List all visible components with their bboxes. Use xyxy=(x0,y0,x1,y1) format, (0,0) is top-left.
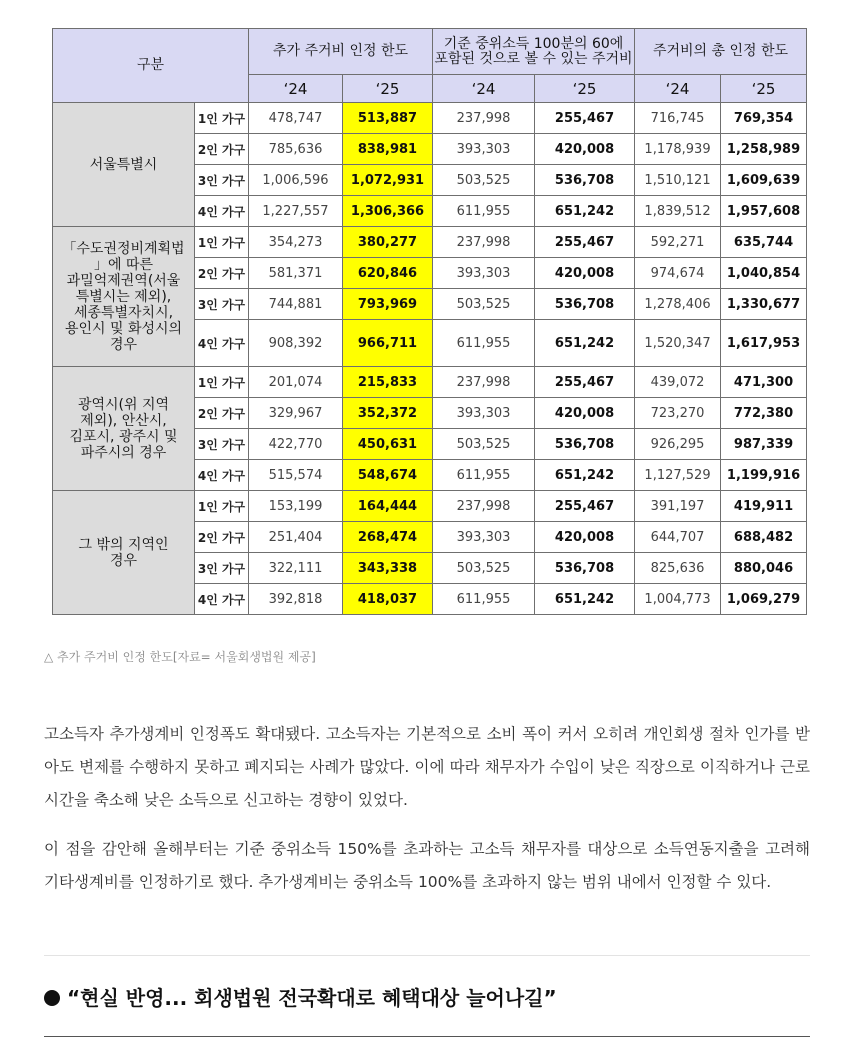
value-cell-included-2025: 651,242 xyxy=(535,584,635,615)
value-cell-total-2025: 1,040,854 xyxy=(721,258,807,289)
value-cell-total-2025: 1,609,639 xyxy=(721,165,807,196)
value-cell-included-2025: 651,242 xyxy=(535,460,635,491)
household-size-cell: 2인 가구 xyxy=(195,258,249,289)
value-cell-total-2024: 1,127,529 xyxy=(635,460,721,491)
value-cell-total-2024: 1,278,406 xyxy=(635,289,721,320)
region-label-line: 세종특별자치시, xyxy=(73,304,174,321)
section-heading-text: “현실 반영... 회생법원 전국확대로 혜택대상 늘어나길” xyxy=(67,986,557,1010)
value-cell-included-2024: 503,525 xyxy=(433,429,535,460)
header-year-2024: ‘24 xyxy=(433,75,535,103)
household-size-cell: 1인 가구 xyxy=(195,367,249,398)
value-cell-total-2025: 688,482 xyxy=(721,522,807,553)
value-cell-limit-2025: 418,037 xyxy=(343,584,433,615)
value-cell-total-2025: 1,957,608 xyxy=(721,196,807,227)
value-cell-limit-2024: 581,371 xyxy=(249,258,343,289)
value-cell-total-2024: 439,072 xyxy=(635,367,721,398)
region-cell xyxy=(53,103,195,227)
value-cell-total-2024: 1,520,347 xyxy=(635,320,721,367)
header-additional-housing-limit: 추가 주거비 인정 한도 xyxy=(249,29,433,75)
header-year-2024: ‘24 xyxy=(249,75,343,103)
region-cell xyxy=(53,491,195,615)
value-cell-included-2025: 651,242 xyxy=(535,320,635,367)
value-cell-included-2024: 237,998 xyxy=(433,227,535,258)
value-cell-total-2024: 644,707 xyxy=(635,522,721,553)
household-size-cell: 1인 가구 xyxy=(195,103,249,134)
value-cell-total-2025: 1,199,916 xyxy=(721,460,807,491)
value-cell-total-2025: 880,046 xyxy=(721,553,807,584)
header-included-housing-cost-line2: 포함된 것으로 볼 수 있는 주거비 xyxy=(434,50,633,67)
value-cell-total-2024: 716,745 xyxy=(635,103,721,134)
housing-cost-table xyxy=(52,28,807,615)
region-label-line: 제외), 안산시, xyxy=(80,412,167,429)
article-paragraph: 이 점을 감안해 올해부터는 기준 중위소득 150%를 초과하는 고소득 채무자를 대상으로 소득연동지출을 고려해 기타생계비를 인정하기로 했다. 추가생계비는 중위소득 100%를 초과하지 않는 범위 내에서 인정할 수 있다. xyxy=(44,840,810,891)
household-size-cell: 2인 가구 xyxy=(195,398,249,429)
value-cell-included-2025: 536,708 xyxy=(535,165,635,196)
section-heading xyxy=(44,982,557,1011)
household-size-cell: 3인 가구 xyxy=(195,553,249,584)
region-label-line: 」에 따른 xyxy=(93,256,154,273)
value-cell-limit-2025: 513,887 xyxy=(343,103,433,134)
region-cell xyxy=(53,367,195,491)
value-cell-limit-2025: 450,631 xyxy=(343,429,433,460)
value-cell-limit-2025: 343,338 xyxy=(343,553,433,584)
value-cell-limit-2024: 201,074 xyxy=(249,367,343,398)
value-cell-total-2024: 1,004,773 xyxy=(635,584,721,615)
value-cell-limit-2024: 478,747 xyxy=(249,103,343,134)
value-cell-total-2024: 974,674 xyxy=(635,258,721,289)
section-underline xyxy=(44,1036,810,1037)
region-label-line: 경우 xyxy=(109,336,138,353)
value-cell-limit-2025: 352,372 xyxy=(343,398,433,429)
value-cell-included-2025: 651,242 xyxy=(535,196,635,227)
value-cell-limit-2025: 793,969 xyxy=(343,289,433,320)
value-cell-total-2025: 1,258,989 xyxy=(721,134,807,165)
value-cell-included-2025: 536,708 xyxy=(535,553,635,584)
region-label-line: 특별시는 제외), xyxy=(75,288,172,305)
value-cell-included-2025: 420,008 xyxy=(535,522,635,553)
household-size-cell: 3인 가구 xyxy=(195,165,249,196)
value-cell-included-2024: 393,303 xyxy=(433,398,535,429)
household-size-cell: 2인 가구 xyxy=(195,134,249,165)
value-cell-total-2025: 1,617,953 xyxy=(721,320,807,367)
region-cell xyxy=(53,227,195,367)
value-cell-limit-2024: 422,770 xyxy=(249,429,343,460)
value-cell-limit-2024: 354,273 xyxy=(249,227,343,258)
value-cell-total-2025: 769,354 xyxy=(721,103,807,134)
value-cell-included-2024: 237,998 xyxy=(433,367,535,398)
value-cell-limit-2025: 838,981 xyxy=(343,134,433,165)
household-size-cell: 2인 가구 xyxy=(195,522,249,553)
header-year-2024: ‘24 xyxy=(635,75,721,103)
table-row xyxy=(53,491,807,522)
region-label-line: 그 밖의 지역인 xyxy=(78,536,169,553)
value-cell-limit-2025: 215,833 xyxy=(343,367,433,398)
value-cell-limit-2025: 620,846 xyxy=(343,258,433,289)
header-year-2025: ‘25 xyxy=(721,75,807,103)
value-cell-included-2025: 255,467 xyxy=(535,491,635,522)
household-size-cell: 3인 가구 xyxy=(195,429,249,460)
value-cell-total-2025: 635,744 xyxy=(721,227,807,258)
value-cell-included-2025: 536,708 xyxy=(535,429,635,460)
value-cell-limit-2025: 966,711 xyxy=(343,320,433,367)
household-size-cell: 4인 가구 xyxy=(195,196,249,227)
value-cell-included-2024: 611,955 xyxy=(433,460,535,491)
header-included-housing-cost-line1: 기준 중위소득 100분의 60에 xyxy=(443,35,624,52)
value-cell-limit-2024: 153,199 xyxy=(249,491,343,522)
header-year-2025: ‘25 xyxy=(535,75,635,103)
value-cell-total-2025: 987,339 xyxy=(721,429,807,460)
value-cell-included-2024: 503,525 xyxy=(433,289,535,320)
region-label-line: 과밀억제권역(서울 xyxy=(66,272,181,289)
header-category: 구분 xyxy=(53,29,249,103)
value-cell-limit-2025: 380,277 xyxy=(343,227,433,258)
region-label-line: 김포시, 광주시 및 xyxy=(69,428,178,445)
region-label-line: 용인시 및 화성시의 xyxy=(64,320,183,337)
table-row xyxy=(53,367,807,398)
bullet-icon xyxy=(44,990,60,1006)
value-cell-limit-2025: 164,444 xyxy=(343,491,433,522)
household-size-cell: 4인 가구 xyxy=(195,460,249,491)
value-cell-total-2025: 471,300 xyxy=(721,367,807,398)
value-cell-limit-2024: 744,881 xyxy=(249,289,343,320)
table-row xyxy=(53,227,807,258)
region-label-line: 경우 xyxy=(109,552,138,569)
value-cell-limit-2025: 1,306,366 xyxy=(343,196,433,227)
value-cell-limit-2024: 251,404 xyxy=(249,522,343,553)
value-cell-included-2024: 611,955 xyxy=(433,320,535,367)
value-cell-included-2025: 420,008 xyxy=(535,258,635,289)
header-year-2025: ‘25 xyxy=(343,75,433,103)
household-size-cell: 1인 가구 xyxy=(195,491,249,522)
value-cell-limit-2025: 548,674 xyxy=(343,460,433,491)
table-row xyxy=(53,103,807,134)
value-cell-total-2025: 1,069,279 xyxy=(721,584,807,615)
value-cell-total-2024: 1,510,121 xyxy=(635,165,721,196)
value-cell-limit-2024: 1,227,557 xyxy=(249,196,343,227)
value-cell-included-2024: 393,303 xyxy=(433,522,535,553)
value-cell-limit-2025: 268,474 xyxy=(343,522,433,553)
value-cell-total-2024: 825,636 xyxy=(635,553,721,584)
region-label-line: 서울특별시 xyxy=(89,156,158,173)
value-cell-limit-2024: 329,967 xyxy=(249,398,343,429)
value-cell-included-2025: 255,467 xyxy=(535,227,635,258)
value-cell-included-2024: 503,525 xyxy=(433,165,535,196)
value-cell-limit-2025: 1,072,931 xyxy=(343,165,433,196)
value-cell-included-2024: 611,955 xyxy=(433,196,535,227)
article-paragraph: 고소득자 추가생계비 인정폭도 확대됐다. 고소득자는 기본적으로 소비 폭이 커서 오히려 개인회생 절차 인가를 받아도 변제를 수행하지 못하고 폐지되는 사례가 많았다. 이에 따라 채무자가 수입이 낮은 직장으로 이직하거나 근로시간을 축소해 낮은 소득으로 신고하는 경향이 있었다. xyxy=(44,725,810,809)
value-cell-included-2024: 393,303 xyxy=(433,258,535,289)
value-cell-included-2024: 237,998 xyxy=(433,103,535,134)
region-label-line: 파주시의 경우 xyxy=(80,444,167,461)
value-cell-included-2025: 536,708 xyxy=(535,289,635,320)
value-cell-total-2024: 723,270 xyxy=(635,398,721,429)
household-size-cell: 3인 가구 xyxy=(195,289,249,320)
value-cell-included-2024: 237,998 xyxy=(433,491,535,522)
header-included-housing-cost xyxy=(433,29,635,75)
value-cell-limit-2024: 785,636 xyxy=(249,134,343,165)
household-size-cell: 4인 가구 xyxy=(195,584,249,615)
value-cell-limit-2024: 1,006,596 xyxy=(249,165,343,196)
value-cell-total-2024: 391,197 xyxy=(635,491,721,522)
value-cell-total-2024: 1,178,939 xyxy=(635,134,721,165)
header-total-housing-limit: 주거비의 총 인정 한도 xyxy=(635,29,807,75)
value-cell-total-2024: 926,295 xyxy=(635,429,721,460)
household-size-cell: 4인 가구 xyxy=(195,320,249,367)
value-cell-included-2025: 255,467 xyxy=(535,103,635,134)
value-cell-included-2024: 503,525 xyxy=(433,553,535,584)
housing-cost-table-container xyxy=(52,28,806,615)
table-caption: △ 추가 주거비 인정 한도[자료= 서울회생법원 제공] xyxy=(44,650,316,664)
value-cell-total-2025: 1,330,677 xyxy=(721,289,807,320)
value-cell-included-2024: 611,955 xyxy=(433,584,535,615)
value-cell-total-2025: 772,380 xyxy=(721,398,807,429)
value-cell-included-2024: 393,303 xyxy=(433,134,535,165)
value-cell-limit-2024: 515,574 xyxy=(249,460,343,491)
value-cell-included-2025: 420,008 xyxy=(535,398,635,429)
value-cell-limit-2024: 392,818 xyxy=(249,584,343,615)
value-cell-total-2025: 419,911 xyxy=(721,491,807,522)
value-cell-total-2024: 1,839,512 xyxy=(635,196,721,227)
value-cell-included-2025: 420,008 xyxy=(535,134,635,165)
value-cell-limit-2024: 322,111 xyxy=(249,553,343,584)
table-body xyxy=(53,103,807,615)
value-cell-included-2025: 255,467 xyxy=(535,367,635,398)
section-divider xyxy=(44,955,810,956)
household-size-cell: 1인 가구 xyxy=(195,227,249,258)
region-label-line: 「수도권정비계획법 xyxy=(62,240,185,257)
region-label-line: 광역시(위 지역 xyxy=(77,396,170,413)
value-cell-limit-2024: 908,392 xyxy=(249,320,343,367)
value-cell-total-2024: 592,271 xyxy=(635,227,721,258)
